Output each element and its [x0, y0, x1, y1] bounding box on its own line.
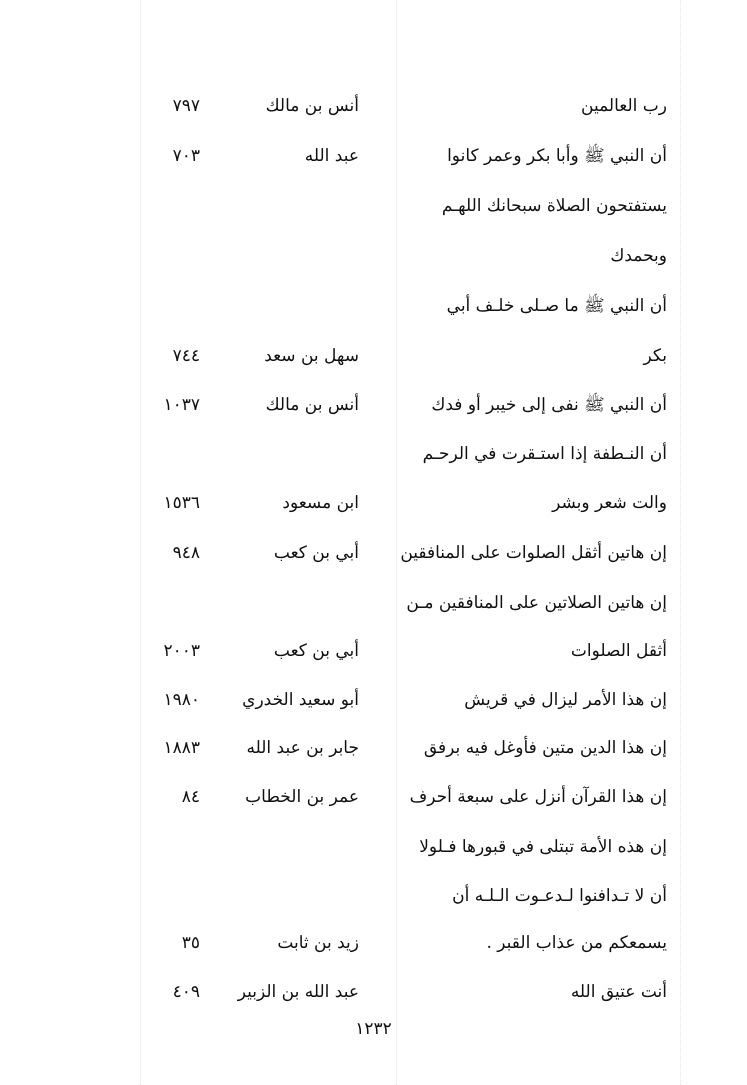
narrator-name: أنس بن مالك: [265, 96, 359, 116]
hadith-number: ٢٠٠٣: [163, 641, 200, 661]
hadith-number: ٧٩٧: [172, 96, 200, 116]
hadith-number: ٩٤٨: [172, 543, 200, 563]
hadith-number: ٧٠٣: [172, 146, 200, 166]
hadith-number: ٧٤٤: [172, 346, 200, 366]
index-entry: [0, 136, 747, 176]
hadith-text: أن النبي ﷺ ما صـلى خلـف أبي: [446, 296, 667, 316]
hadith-text: إن هذا الأمر ليزال في قريش: [464, 690, 667, 710]
narrator-name: زيد بن ثابت: [277, 933, 359, 953]
narrator-name: جابر بن عبد الله: [246, 738, 359, 758]
narrator-name: أنس بن مالك: [265, 395, 359, 415]
index-entry: [0, 434, 747, 474]
narrator-name: أبي بن كعب: [273, 543, 359, 563]
hadith-text: والت شعر وبشر: [552, 493, 667, 513]
index-entry: [0, 728, 747, 768]
hadith-text: يسمعكم من عذاب القبر .: [486, 933, 667, 953]
index-entry: [0, 533, 747, 573]
hadith-number: ١٥٣٦: [163, 493, 200, 513]
hadith-text: أن النـطفة إذا استـقرت في الرحـم: [422, 444, 667, 464]
hadith-text: رب العالمين: [581, 96, 667, 116]
hadith-text: أن النبي ﷺ وأبا بكر وعمر كانوا: [447, 146, 667, 166]
narrator-name: عبد الله بن الزبير: [237, 982, 359, 1002]
hadith-text: إن هذه الأمة تبتلى في قبورها فـلولا: [419, 837, 667, 857]
hadith-text: أن لا تـدافنوا لـدعـوت الـلـه أن: [452, 886, 667, 906]
narrator-name: أبي بن كعب: [273, 641, 359, 661]
hadith-text: إن هاتين أثقل الصلوات على المنافقين: [400, 543, 667, 563]
index-entry: [0, 777, 747, 817]
index-entry: [0, 876, 747, 916]
hadith-text: بكر: [643, 346, 667, 366]
index-entry: [0, 923, 747, 963]
hadith-number: ٣٥: [181, 933, 200, 953]
index-entry: [0, 827, 747, 867]
hadith-text: أثقل الصلوات: [570, 641, 667, 661]
hadith-number: ١٩٨٠: [163, 690, 200, 710]
narrator-name: ابن مسعود: [282, 493, 359, 513]
narrator-name: أبو سعيد الخدري: [242, 690, 359, 710]
narrator-name: عمر بن الخطاب: [245, 787, 359, 807]
index-entry: [0, 631, 747, 671]
hadith-text: أن النبي ﷺ نفى إلى خيبر أو فدك: [431, 395, 667, 415]
hadith-text: إن هاتين الصلاتين على المنافقين مـن: [406, 593, 667, 613]
hadith-text: يستفتحون الصلاة سبحانك اللهـم: [441, 196, 667, 216]
narrator-name: عبد الله: [304, 146, 359, 166]
hadith-text: أنت عتيق الله: [570, 982, 667, 1002]
hadith-number: ٤٠٩: [172, 982, 200, 1002]
hadith-text: وبحمدك: [610, 246, 667, 266]
index-entry: [0, 186, 747, 226]
index-entry: [0, 385, 747, 425]
index-entry: [0, 583, 747, 623]
hadith-text: إن هذا القرآن أنزل على سبعة أحرف: [409, 787, 667, 807]
hadith-text: إن هذا الدين متين فأوغل فيه برفق: [423, 738, 667, 758]
hadith-number: ٨٤: [181, 787, 200, 807]
index-entry: [0, 336, 747, 376]
narrator-name: سهل بن سعد: [264, 346, 359, 366]
index-entry: [0, 483, 747, 523]
index-entry: [0, 86, 747, 126]
hadith-number: ١٠٣٧: [163, 395, 200, 415]
index-entry: [0, 236, 747, 276]
index-entry: [0, 286, 747, 326]
page-number: ١٢٣٢: [355, 1019, 392, 1039]
index-entry: [0, 680, 747, 720]
hadith-number: ١٨٨٣: [163, 738, 200, 758]
index-entry: [0, 972, 747, 1012]
